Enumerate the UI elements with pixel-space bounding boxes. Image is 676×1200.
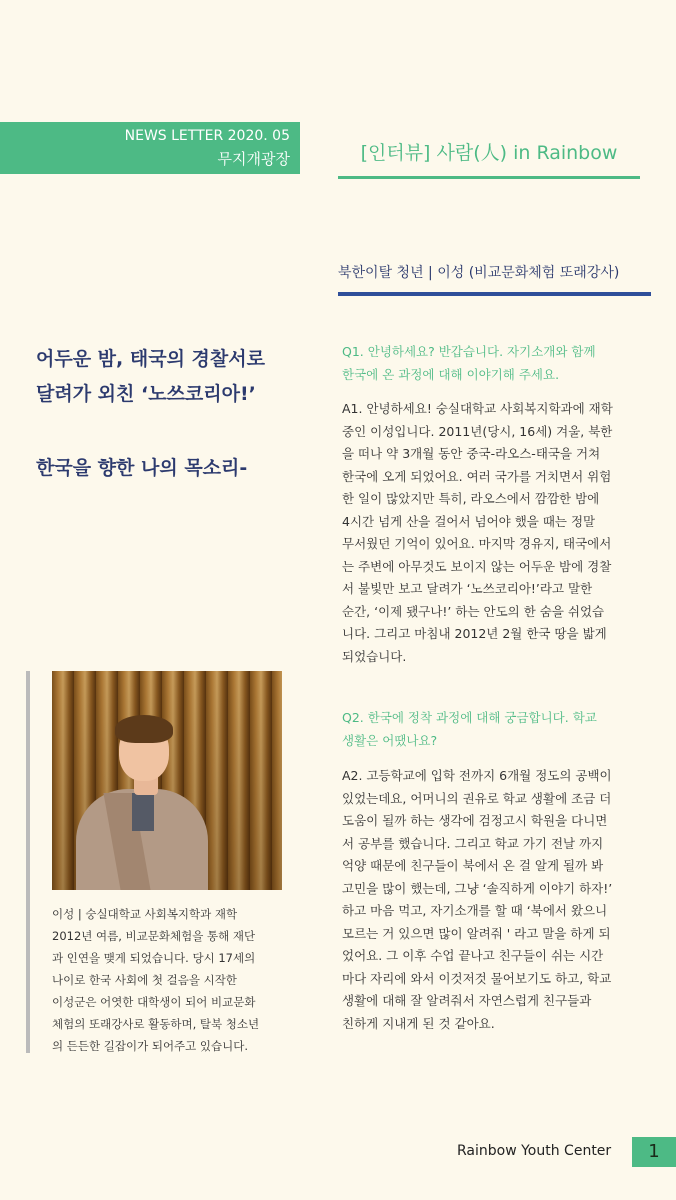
caption-line: 의 든든한 길잡이가 되어주고 있습니다.	[52, 1039, 249, 1053]
question-2-line: 생활은 어땠나요?	[342, 732, 438, 748]
answer-2-line: 친하게 지내게 된 것 같아요.	[342, 1015, 495, 1031]
answer-1	[342, 398, 656, 668]
answer-2-line: 고민을 많이 했는데, 그냥 ‘솔직하게 이야기 하자!’	[342, 880, 613, 896]
answer-2-line: 마다 자리에 와서 이것저것 물어보기도 하고, 학교	[342, 970, 612, 986]
section-divider	[338, 176, 640, 179]
answer-2-line: A2. 고등학교에 입학 전까지 6개월 정도의 공백이	[342, 768, 612, 783]
caption-line: 이성군은 어엿한 대학생이 되어 비교문화	[52, 995, 256, 1009]
newsletter-name: 무지개광장	[217, 150, 290, 168]
question-1	[342, 341, 656, 386]
headline-line-3: 한국을 향한 나의 목소리-	[36, 457, 248, 479]
answer-1-line: 중인 이성입니다. 2011년(당시, 16세) 겨울, 북한	[342, 423, 613, 439]
headline-line-1: 어두운 밤, 태국의 경찰서로	[36, 348, 265, 370]
interviewee-photo	[52, 671, 282, 890]
newsletter-header-bar	[0, 122, 300, 174]
answer-1-line: 무서웠던 기억이 있어요. 마지막 경유지, 태국에서	[342, 536, 612, 551]
page-number: 1	[632, 1137, 676, 1167]
caption-line: 이성 | 숭실대학교 사회복지학과 재학	[52, 907, 238, 921]
answer-2-line: 억양 때문에 친구들이 북에서 온 걸 알게 될까 봐	[342, 858, 604, 873]
answer-1-line: 을 떠나 약 3개월 동안 중국-라오스-태국을 거쳐	[342, 446, 601, 461]
caption-line: 과 인연을 맺게 되었습니다. 당시 17세의	[52, 951, 256, 965]
answer-1-line: A1. 안녕하세요! 숭실대학교 사회복지학과에 재학	[342, 401, 613, 416]
headline-line-2: 달려가 외친 ‘노쓰코리아!’	[36, 383, 256, 405]
section-title: [인터뷰] 사람(人) in Rainbow	[360, 142, 618, 164]
answer-2-line: 도움이 될까 하는 생각에 검정고시 학원을 다니면	[342, 813, 608, 828]
photo-caption	[52, 903, 288, 1057]
subheader-divider	[338, 292, 651, 296]
caption-line: 체험의 또래강사로 활동하며, 탈북 청소년	[52, 1017, 260, 1031]
answer-2-line: 었어요. 그 이후 수업 끝나고 친구들이 쉬는 시간	[342, 948, 604, 963]
answer-1-line: 4시간 넘게 산을 걸어서 넘어야 했을 때는 정말	[342, 513, 596, 529]
newsletter-issue-label: NEWS LETTER 2020. 05	[124, 128, 290, 144]
answer-2-line: 서 공부를 했습니다. 그리고 학교 가기 전날 까지	[342, 835, 604, 851]
answer-1-line: 한국에 오게 되었어요. 여러 국가를 거치면서 위험	[342, 468, 612, 484]
question-2-line: Q2. 한국에 정착 과정에 대해 궁금합니다. 학교	[342, 710, 597, 725]
caption-line: 나이로 한국 사회에 첫 걸음을 시작한	[52, 973, 237, 987]
answer-2-line: 하고 마음 먹고, 자기소개를 할 때 ‘북에서 왔으니	[342, 903, 608, 918]
photo-accent-bar	[26, 671, 30, 1053]
question-2	[342, 707, 656, 752]
answer-2-line: 모르는 거 있으면 많이 알려줘 ' 라고 말을 하게 되	[342, 925, 611, 941]
answer-1-line: 서 불빛만 보고 달려가 ‘노쓰코리아!’라고 말한	[342, 581, 593, 596]
answer-2-line: 있었는데요, 어머니의 권유로 학교 생활에 조금 더	[342, 790, 612, 806]
answer-1-line: 순간, ‘이제 됐구나!’ 하는 안도의 한 숨을 쉬었습	[342, 603, 605, 619]
answer-2	[342, 765, 656, 1035]
caption-line: 2012년 여름, 비교문화체험을 통해 재단	[52, 929, 256, 943]
answer-1-line: 되었습니다.	[342, 648, 407, 664]
question-1-line: 한국에 온 과정에 대해 이야기해 주세요.	[342, 366, 560, 382]
question-1-line: Q1. 안녕하세요? 반갑습니다. 자기소개와 함께	[342, 344, 596, 359]
answer-1-line: 한 일이 많았지만 특히, 라오스에서 깜깜한 밤에	[342, 491, 600, 506]
footer-organization: Rainbow Youth Center	[457, 1143, 612, 1159]
interviewee-subheader: 북한이탈 청년 | 이성 (비교문화체험 또래강사)	[338, 265, 620, 281]
answer-1-line: 는 주변에 아무것도 보이지 않는 어두운 밤에 경찰	[342, 558, 612, 574]
answer-1-line: 니다. 그리고 마침내 2012년 2월 한국 땅을 밟게	[342, 626, 607, 641]
answer-2-line: 생활에 대해 잘 알려줘서 자연스럽게 친구들과	[342, 993, 592, 1008]
